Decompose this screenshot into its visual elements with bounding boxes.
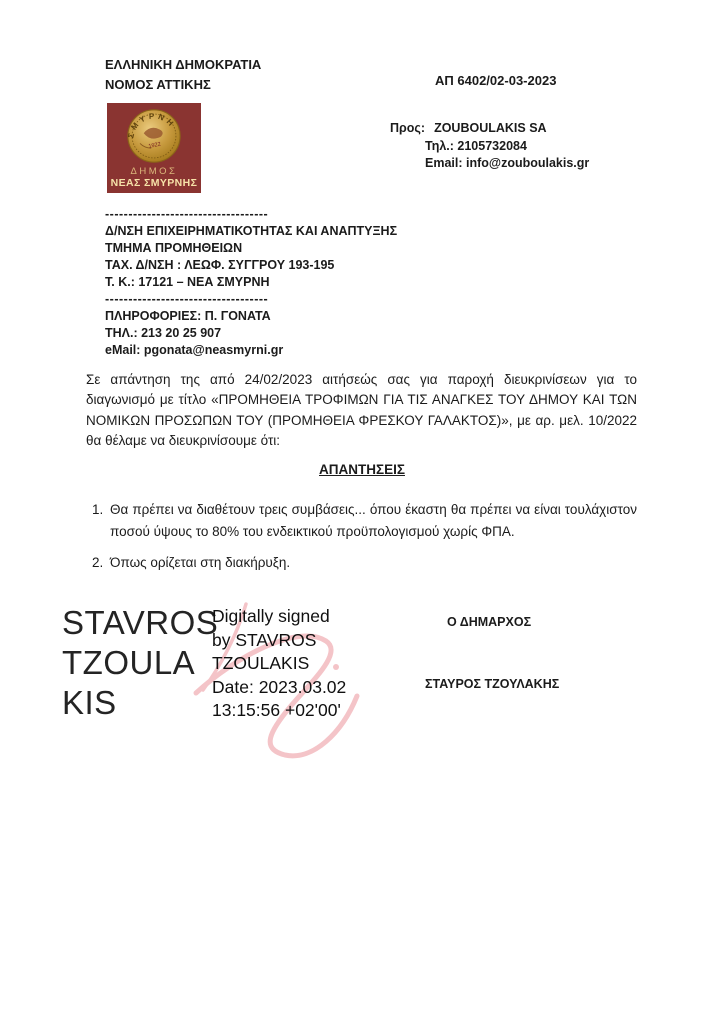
recipient-email: Email: info@zouboulakis.gr	[425, 156, 590, 170]
signature-detail-line: by STAVROS	[212, 629, 317, 650]
signature-name-line: KIS	[62, 684, 117, 721]
signature-name-line: STAVROS	[62, 604, 219, 641]
contact-phone: ΤΗΛ.: 213 20 25 907	[105, 326, 222, 340]
answers-heading: ΑΠΑΝΤΗΣΕΙΣ	[319, 462, 405, 477]
recipient-line	[390, 120, 589, 138]
header-authority	[105, 55, 261, 95]
department-address: ΤΑΧ. Δ/ΝΣΗ : ΛΕΩΦ. ΣΥΓΓΡΟΥ 193-195	[105, 258, 335, 272]
signature-detail-line: Date: 2023.03.02	[212, 676, 347, 697]
contact-email: eMail: pgonata@neasmyrni.gr	[105, 343, 284, 357]
recipient-name: ZOUBOULAKIS SA	[434, 121, 547, 135]
answer-item	[92, 552, 637, 574]
protocol-number: ΑΠ 6402/02-03-2023	[435, 73, 557, 88]
body-paragraph: Σε απάντηση της από 24/02/2023 αιτήσεώς σας για παροχή διευκρινίσεων για το διαγωνισμό με τίτλο «ΠΡΟΜΗΘΕΙΑ ΤΡΟΦΙΜΩΝ ΓΙΑ ΤΙΣ ΑΝΑΓΚΕΣ ΤΟΥ ΔΗΜΟΥ ΚΑΙ ΤΩΝ ΝΟΜΙΚΩΝ ΠΡΟΣΩΠΩΝ ΤΟΥ (ΠΡΟΜΗΘΕΙΑ ΦΡΕΣΚΟΥ ΓΑΛΑΚΤΟΣ)», με αρ. μελ. 10/2022 θα θέλαμε να διευκρινίσουμε ότι:	[86, 372, 637, 448]
department-unit: ΤΜΗΜΑ ΠΡΟΜΗΘΕΙΩΝ	[105, 241, 243, 255]
seal-text: ΣΜΥΡΝΗ	[126, 111, 178, 139]
answer-number: 2.	[92, 555, 104, 570]
recipient-phone: Τηλ.: 2105732084	[425, 138, 527, 153]
divider-line-top: -----------------------------------	[105, 207, 269, 221]
closing-signatory-name: ΣΤΑΥΡΟΣ ΤΖΟΥΛΑΚΗΣ	[425, 677, 560, 691]
closing-title: Ο ΔΗΜΑΡΧΟΣ	[447, 615, 532, 629]
authority-line-2: ΝΟΜΟΣ ΑΤΤΙΚΗΣ	[105, 77, 211, 92]
municipal-seal-icon	[126, 108, 182, 164]
divider-line-bottom: -----------------------------------	[105, 292, 269, 306]
seal-year: 1922	[148, 141, 162, 150]
logo-caption-neas-smyrnis: ΝΕΑΣ ΣΜΥΡΝΗΣ	[110, 177, 198, 189]
recipient-block	[390, 120, 589, 173]
recipient-to-label: Προς:	[390, 121, 426, 135]
department-directorate: Δ/ΝΣΗ ΕΠΙΧΕΙΡΗΜΑΤΙΚΟΤΗΤΑΣ ΚΑΙ ΑΝΑΠΤΥΞΗΣ	[105, 224, 398, 238]
logo-caption-dimos: ΔΗΜΟΣ	[130, 166, 178, 177]
department-block	[105, 206, 397, 359]
municipality-logo	[107, 103, 201, 193]
digital-signature-details	[212, 605, 346, 723]
signature-name-line: TZOULA	[62, 644, 196, 681]
signature-detail-line: TZOULAKIS	[212, 653, 310, 673]
department-postal: Τ. Κ.: 17121 – ΝΕΑ ΣΜΥΡΝΗ	[105, 275, 270, 289]
digital-signature-name	[62, 603, 218, 723]
answer-text: Όπως ορίζεται στη διακήρυξη.	[110, 555, 291, 570]
signature-detail-line: 13:15:56 +02'00'	[212, 700, 341, 720]
signature-detail-line: Digitally signed	[212, 606, 330, 626]
contact-information: ΠΛΗΡΟΦΟΡΙΕΣ: Π. ΓΟΝΑΤΑ	[105, 309, 271, 323]
answer-text: Θα πρέπει να διαθέτουν τρεις συμβάσεις... όπου έκαστη θα πρέπει να είναι τουλάχιστον ποσού ύψους το 80% του ενδεικτικού προϋπολογισμού χωρίς ΦΠΑ.	[110, 502, 637, 539]
answers-list	[92, 499, 637, 584]
answer-number: 1.	[92, 502, 104, 517]
authority-line-1: ΕΛΛΗΝΙΚΗ ΔΗΜΟΚΡΑΤΙΑ	[105, 57, 262, 72]
answer-item	[92, 499, 637, 542]
